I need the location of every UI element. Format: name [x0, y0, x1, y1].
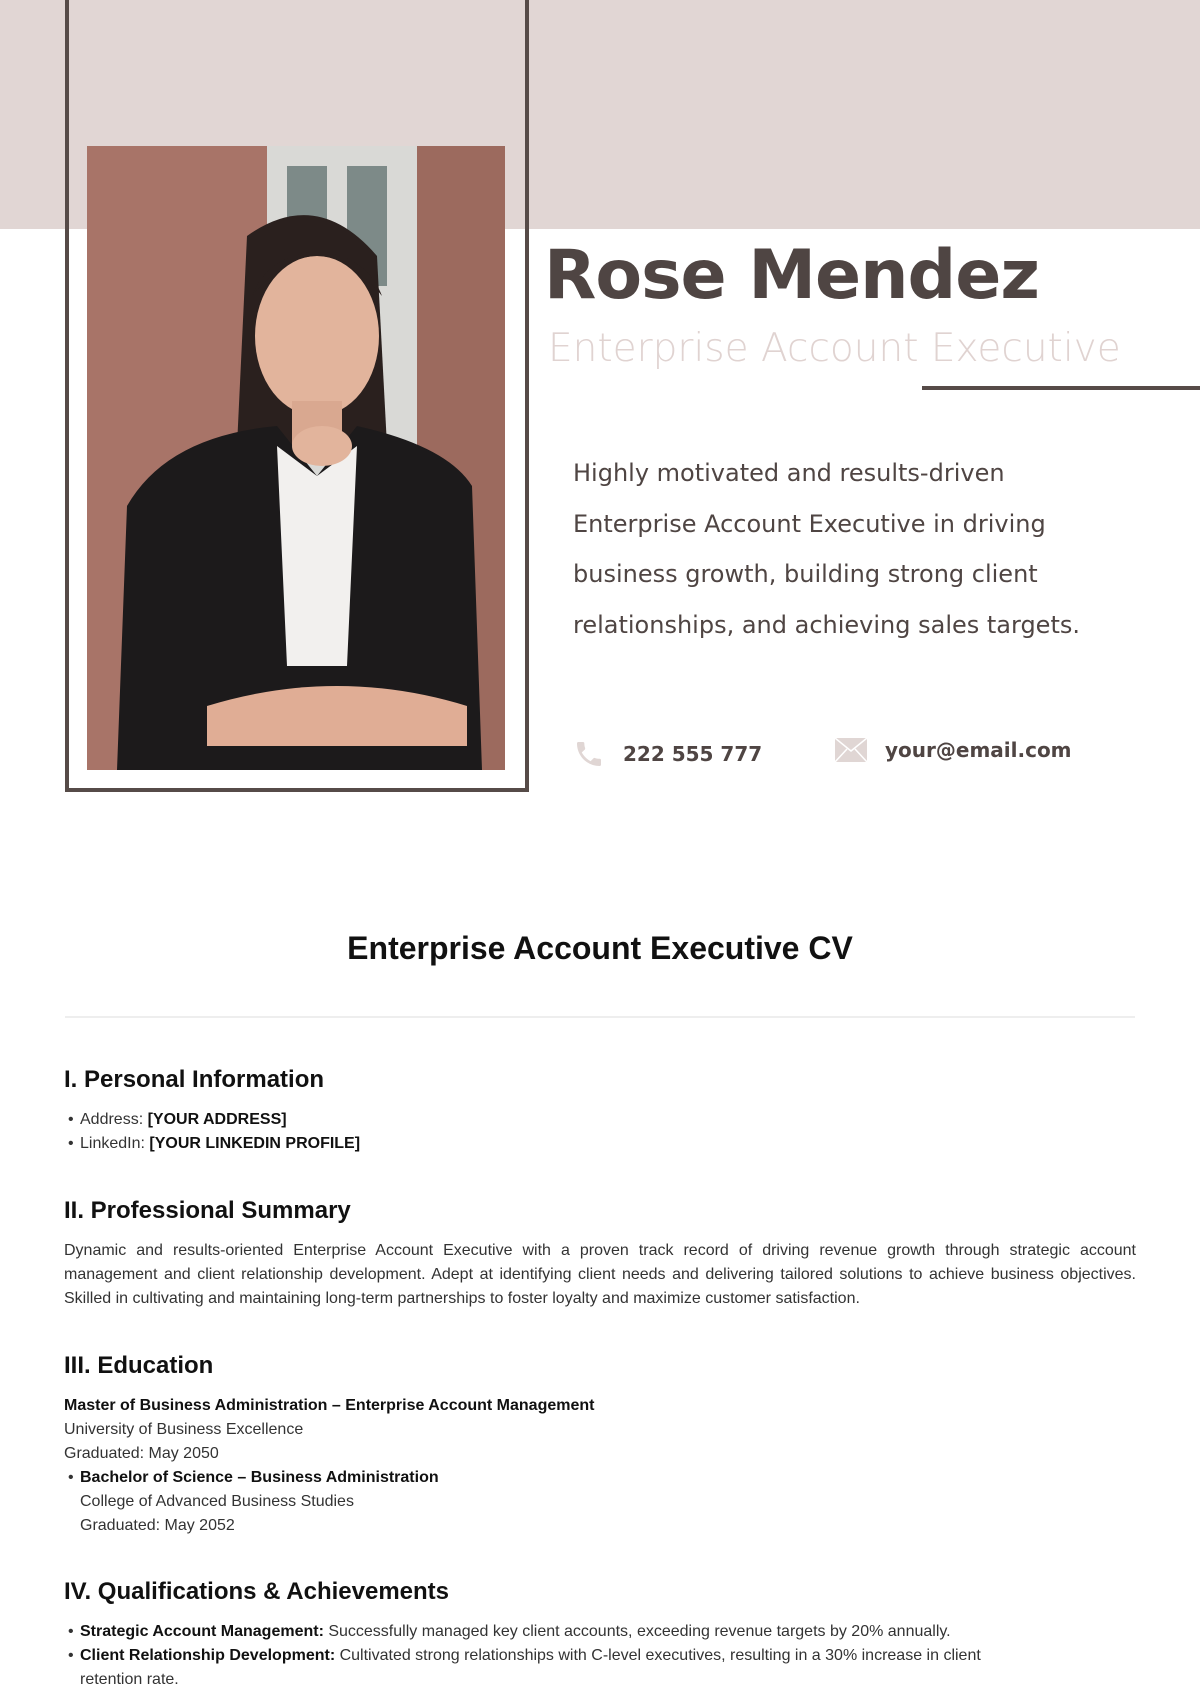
phone-number: 222 555 777 — [623, 742, 763, 766]
email-icon — [835, 738, 867, 762]
item-label: Address: — [80, 1111, 144, 1128]
degree: Bachelor of Science – Business Administration — [80, 1469, 439, 1486]
graduation-date: Graduated: May 2052 — [80, 1517, 235, 1534]
candidate-title: Enterprise Account Executive — [548, 326, 1121, 371]
phone-icon — [573, 738, 605, 770]
section-heading: I. Personal Information — [64, 1066, 325, 1093]
intro-summary: Highly motivated and results-driven Enterprise Account Executive in driving business growth, building strong client relationships, and achieving sales targets. — [573, 459, 1080, 639]
section-heading: II. Professional Summary — [64, 1197, 351, 1224]
item-text: Successfully managed key client accounts, exceeding revenue targets by 20% annually. — [323, 1623, 951, 1640]
item-label: Client Relationship Development: — [80, 1647, 336, 1664]
item-label: Strategic Account Management: — [80, 1623, 324, 1640]
phone-contact — [573, 738, 762, 770]
degree: Master of Business Administration – Enterprise Account Management — [64, 1397, 595, 1414]
professional-summary-section — [64, 1197, 1136, 1311]
item-value: [YOUR LINKEDIN PROFILE] — [149, 1135, 361, 1152]
list-item — [64, 1132, 1136, 1156]
summary-text: Dynamic and results-oriented Enterprise Account Executive with a proven track record of driving revenue growth through strategic account management and client relationship development. Adept at identifying client needs and delivering tailored solutions to achieve business objectives. Skilled in cultivating and maintaining long-term partnerships to foster loyalty and maximize customer satisfaction. — [64, 1242, 1136, 1307]
title-underline — [922, 386, 1200, 390]
list-item — [64, 1108, 1136, 1132]
list-item — [64, 1466, 1136, 1538]
divider — [65, 1016, 1135, 1018]
list-item — [64, 1620, 1136, 1644]
document-title: Enterprise Account Executive CV — [347, 930, 853, 966]
qualifications-section — [64, 1578, 1136, 1692]
item-value: [YOUR ADDRESS] — [147, 1111, 287, 1128]
section-heading: IV. Qualifications & Achievements — [64, 1578, 450, 1605]
section-heading: III. Education — [64, 1352, 214, 1379]
email-address: your@email.com — [885, 738, 1072, 762]
graduation-date: Graduated: May 2050 — [64, 1445, 219, 1462]
list-item — [64, 1644, 1136, 1692]
school: University of Business Excellence — [64, 1421, 304, 1438]
candidate-name: Rose Mendez — [544, 236, 1039, 315]
item-text: Cultivated strong relationships with C-level executives, resulting in a 30% increase in client retention rate. — [80, 1647, 981, 1688]
email-contact — [835, 738, 1072, 762]
school: College of Advanced Business Studies — [80, 1493, 354, 1510]
education-section — [64, 1352, 1136, 1538]
item-label: LinkedIn: — [80, 1135, 145, 1152]
personal-info-section — [64, 1066, 1136, 1156]
profile-photo — [87, 146, 505, 770]
